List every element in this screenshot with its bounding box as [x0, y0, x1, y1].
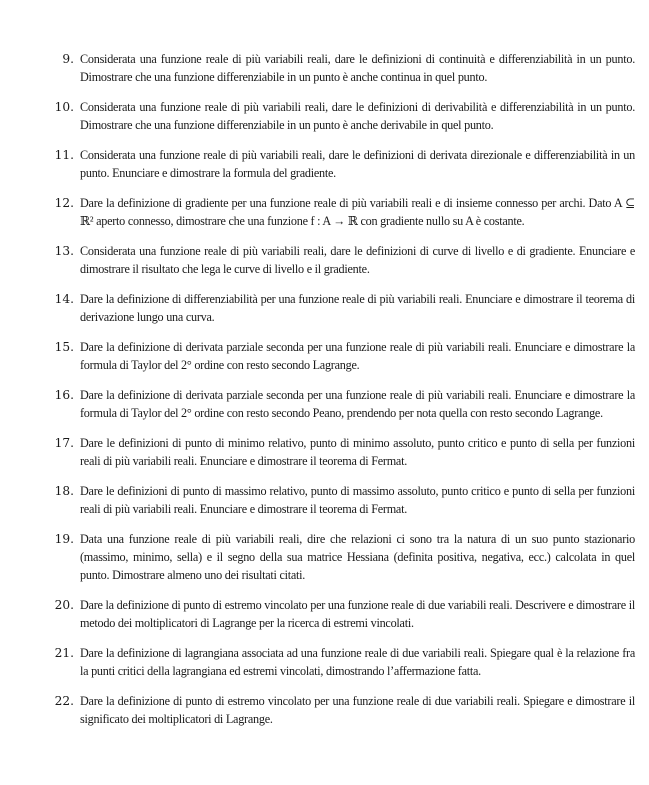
question-number: 12. — [54, 196, 74, 210]
question-text: Dare la definizione di punto di estremo vincolato per una funzione reale di due variabili reali. Spiegare e dimostrare il significato dei moltiplicatori di Lagrange. — [80, 694, 635, 726]
question-item — [0, 242, 649, 278]
question-text: Data una funzione reale di più variabili reali, dire che relazioni ci sono tra la natura di un suo punto stazionario (massimo, minimo, sella) e il segno della sua matrice Hessiana (definita positiva, negativa, ecc.) calcolata in quel punto. Dimostrare almeno uno dei risultati citati. — [80, 532, 635, 582]
question-text: Dare la definizione di lagrangiana associata ad una funzione reale di due variabili reali. Spiegare qual è la relazione fra la punti critici della lagrangiana ed estremi vincolati, dimostrando l’affermazione fatta. — [80, 646, 635, 678]
question-item — [0, 290, 649, 326]
question-item — [0, 98, 649, 134]
question-number: 10. — [54, 100, 74, 114]
question-text: Dare la definizione di differenziabilità per una funzione reale di più variabili reali. Enunciare e dimostrare il teorema di derivazione lungo una curva. — [80, 292, 635, 324]
question-text: Considerata una funzione reale di più variabili reali, dare le definizioni di continuità e differenziabilità in un punto. Dimostrare che una funzione differenziabile in un punto è anche continua in quel punto. — [80, 52, 635, 84]
exam-question-list — [0, 50, 649, 740]
question-item — [0, 434, 649, 470]
question-item — [0, 146, 649, 182]
question-number: 16. — [54, 388, 74, 402]
question-item — [0, 644, 649, 680]
question-item — [0, 692, 649, 728]
question-text: Dare la definizione di punto di estremo vincolato per una funzione reale di due variabili reali. Descrivere e dimostrare il metodo dei moltiplicatori di Lagrange per la ricerca di estremi vincolati. — [80, 598, 635, 630]
question-text: Dare le definizioni di punto di minimo relativo, punto di minimo assoluto, punto critico e punto di sella per funzioni reali di più variabili reali. Enunciare e dimostrare il teorema di Fermat. — [80, 436, 635, 468]
question-number: 19. — [54, 532, 74, 546]
question-number: 17. — [54, 436, 74, 450]
question-item — [0, 596, 649, 632]
question-text: Dare le definizioni di punto di massimo relativo, punto di massimo assoluto, punto critico e punto di sella per funzioni reali di più variabili reali. Enunciare e dimostrare il teorema di Fermat. — [80, 484, 635, 516]
question-text: Dare la definizione di derivata parziale seconda per una funzione reale di più variabili reali. Enunciare e dimostrare la formula di Taylor del 2° ordine con resto secondo Peano, prendendo per nota quella con resto secondo Lagrange. — [80, 388, 635, 420]
question-item — [0, 482, 649, 518]
question-number: 15. — [54, 340, 74, 354]
question-item — [0, 338, 649, 374]
question-text: Dare la definizione di derivata parziale seconda per una funzione reale di più variabili reali. Enunciare e dimostrare la formula di Taylor del 2° ordine con resto secondo Lagrange. — [80, 340, 635, 372]
question-text: Dare la definizione di gradiente per una funzione reale di più variabili reali e di insieme connesso per archi. Dato A ⊆ ℝ² aperto connesso, dimostrare che una funzione f : A → ℝ con gradiente nullo su A è costante. — [80, 196, 635, 228]
question-number: 9. — [62, 52, 74, 66]
question-number: 20. — [54, 598, 74, 612]
question-number: 22. — [54, 694, 74, 708]
question-number: 18. — [54, 484, 74, 498]
question-text: Considerata una funzione reale di più variabili reali, dare le definizioni di derivata direzionale e differenziabilità in un punto. Enunciare e dimostrare la formula del gradiente. — [80, 148, 635, 180]
question-item — [0, 530, 649, 584]
question-item — [0, 50, 649, 86]
question-number: 11. — [54, 148, 74, 162]
question-number: 14. — [54, 292, 74, 306]
question-item — [0, 194, 649, 230]
question-number: 13. — [54, 244, 74, 258]
question-number: 21. — [54, 646, 74, 660]
question-text: Considerata una funzione reale di più variabili reali, dare le definizioni di curve di livello e di gradiente. Enunciare e dimostrare il risultato che lega le curve di livello e il gradiente. — [80, 244, 635, 276]
question-text: Considerata una funzione reale di più variabili reali, dare le definizioni di derivabilità e differenziabilità in un punto. Dimostrare che una funzione differenziabile in un punto è anche derivabile in quel punto. — [80, 100, 635, 132]
question-item — [0, 386, 649, 422]
